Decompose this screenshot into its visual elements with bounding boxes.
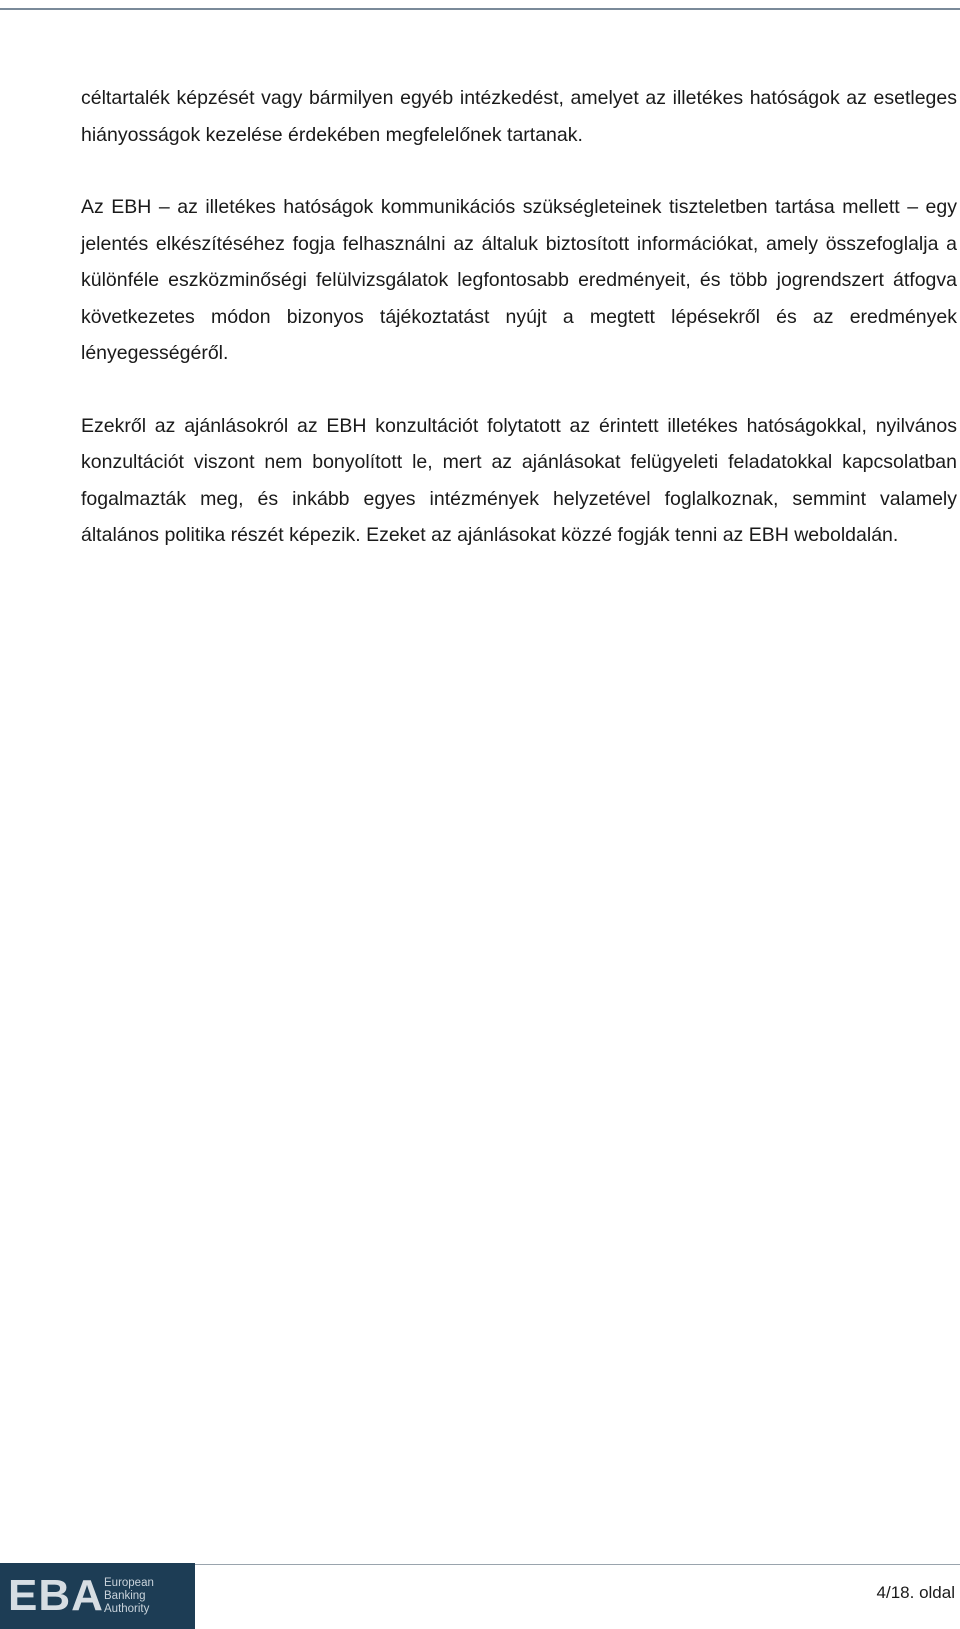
footer-rule bbox=[195, 1564, 960, 1565]
header-rule bbox=[0, 8, 960, 10]
logo-mark: EBA bbox=[8, 1571, 104, 1620]
logo-line-3: Authority bbox=[104, 1602, 150, 1615]
logo-line-2: Banking bbox=[104, 1589, 146, 1602]
page-number: 4/18. oldal bbox=[876, 1583, 955, 1602]
eba-logo bbox=[0, 1563, 195, 1629]
paragraph-2: Az EBH – az illetékes hatóságok kommunikációs szükségleteinek tiszteletben tartása mellett – egy jelentés elkészítéséhez fogja felhasználni az általuk biztosított információkat, amely összefoglalja a különféle eszközminőségi felülvizsgálatok legfontosabb eredményeit, és több jogrendszert átfogva következetes módon bizonyos tájékoztatást nyújt a megtett lépésekről és az eredmények lényegességéről. bbox=[81, 196, 957, 364]
paragraph-3: Ezekről az ajánlásokról az EBH konzultációt folytatott az érintett illetékes hatóságokkal, nyilvános konzultációt viszont nem bonyolított le, mert az ajánlásokat felügyeleti feladatokkal kapcsolatban fogalmazták meg, és inkább egyes intézmények helyzetével foglalkoznak, semmint valamely általános politika részét képezik. Ezeket az ajánlásokat közzé fogják tenni az EBH weboldalán. bbox=[81, 414, 957, 546]
logo-line-1: European bbox=[104, 1576, 154, 1589]
paragraph-1: céltartalék képzését vagy bármilyen egyéb intézkedést, amelyet az illetékes hatóságok az esetleges hiányosságok kezelése érdekében megfelelőnek tartanak. bbox=[81, 87, 957, 146]
document-body bbox=[81, 80, 957, 590]
logo-text bbox=[104, 1577, 154, 1616]
